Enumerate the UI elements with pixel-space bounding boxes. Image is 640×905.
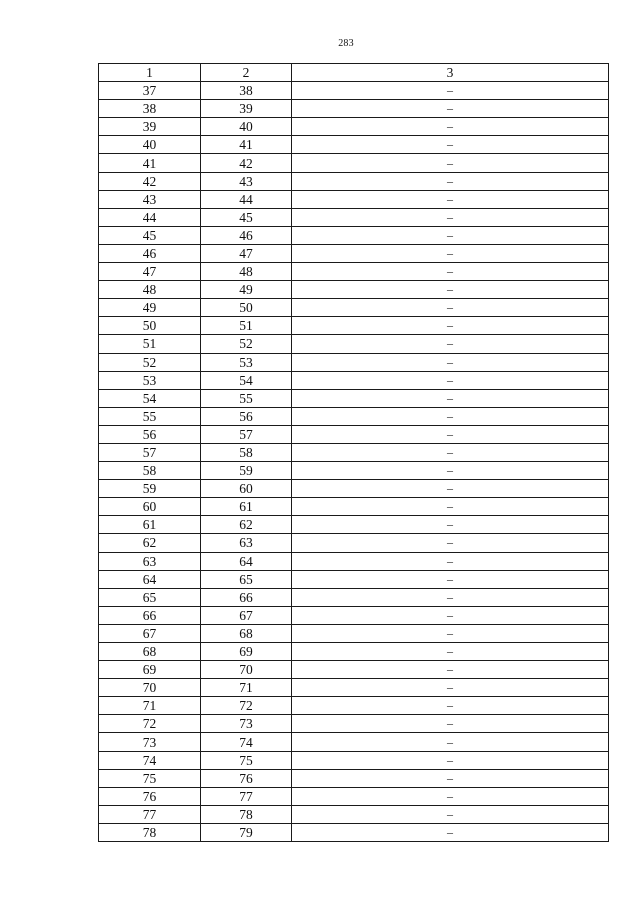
table-cell-col-3: – [292,154,609,172]
table-cell-col-3: – [292,462,609,480]
table-row [99,353,609,371]
table-cell-col-1: 78 [99,823,201,841]
table-header [99,64,609,82]
table-cell-col-3: – [292,516,609,534]
table-cell-col-1: 70 [99,679,201,697]
table-cell-col-2: 62 [201,516,292,534]
table-cell-col-1: 47 [99,263,201,281]
table-cell-col-1: 52 [99,353,201,371]
table-row [99,407,609,425]
table-cell-col-1: 71 [99,697,201,715]
table-cell-col-1: 69 [99,661,201,679]
column-header-3: 3 [292,64,609,82]
table-cell-col-2: 68 [201,624,292,642]
table-row [99,769,609,787]
table-cell-col-1: 43 [99,190,201,208]
table-cell-col-2: 46 [201,226,292,244]
data-table [98,63,609,842]
table-cell-col-2: 51 [201,317,292,335]
table-row [99,100,609,118]
table-cell-col-3: – [292,624,609,642]
column-header-1: 1 [99,64,201,82]
table-cell-col-2: 75 [201,751,292,769]
table-cell-col-3: – [292,661,609,679]
table-row [99,136,609,154]
table-cell-col-3: – [292,679,609,697]
table-cell-col-3: – [292,281,609,299]
table-row [99,389,609,407]
table-cell-col-1: 39 [99,118,201,136]
table-cell-col-3: – [292,172,609,190]
table-cell-col-2: 58 [201,443,292,461]
table-cell-col-2: 44 [201,190,292,208]
table-cell-col-3: – [292,570,609,588]
table-cell-col-3: – [292,443,609,461]
table-cell-col-3: – [292,371,609,389]
table-cell-col-3: – [292,606,609,624]
table-cell-col-3: – [292,299,609,317]
table-row [99,787,609,805]
table-cell-col-3: – [292,136,609,154]
table-row [99,281,609,299]
table-cell-col-1: 62 [99,534,201,552]
table-cell-col-2: 66 [201,588,292,606]
table-cell-col-3: – [292,552,609,570]
table-cell-col-2: 63 [201,534,292,552]
table-cell-col-3: – [292,769,609,787]
table-cell-col-1: 74 [99,751,201,769]
table-cell-col-3: – [292,407,609,425]
table-cell-col-2: 57 [201,425,292,443]
table-cell-col-1: 38 [99,100,201,118]
table-cell-col-1: 77 [99,805,201,823]
table-cell-col-2: 59 [201,462,292,480]
table-row [99,244,609,262]
table-row [99,588,609,606]
table-cell-col-1: 48 [99,281,201,299]
table-cell-col-2: 50 [201,299,292,317]
table-cell-col-1: 50 [99,317,201,335]
table-cell-col-2: 43 [201,172,292,190]
table-row [99,190,609,208]
table-row [99,570,609,588]
table-row [99,335,609,353]
table-cell-col-2: 52 [201,335,292,353]
table-row [99,733,609,751]
table-cell-col-2: 38 [201,82,292,100]
table-row [99,443,609,461]
table-row [99,498,609,516]
table-cell-col-2: 64 [201,552,292,570]
table-cell-col-1: 56 [99,425,201,443]
table-cell-col-1: 46 [99,244,201,262]
table-cell-col-3: – [292,805,609,823]
table-row [99,643,609,661]
table-row [99,606,609,624]
table-row [99,208,609,226]
table-cell-col-1: 64 [99,570,201,588]
table-cell-col-3: – [292,82,609,100]
table-row [99,263,609,281]
table-cell-col-1: 53 [99,371,201,389]
table-cell-col-1: 67 [99,624,201,642]
table-row [99,805,609,823]
table-cell-col-1: 44 [99,208,201,226]
table-cell-col-2: 79 [201,823,292,841]
table-row [99,715,609,733]
table-cell-col-3: – [292,733,609,751]
table-cell-col-3: – [292,100,609,118]
table-cell-col-2: 67 [201,606,292,624]
table-cell-col-1: 68 [99,643,201,661]
table-cell-col-3: – [292,263,609,281]
table-row [99,154,609,172]
table-cell-col-3: – [292,498,609,516]
table-cell-col-3: – [292,751,609,769]
table-row [99,679,609,697]
table-row [99,624,609,642]
table-row [99,317,609,335]
table-row [99,226,609,244]
table-cell-col-3: – [292,353,609,371]
table-cell-col-3: – [292,425,609,443]
table-cell-col-1: 40 [99,136,201,154]
table-cell-col-1: 75 [99,769,201,787]
table-body [99,82,609,842]
table-cell-col-2: 45 [201,208,292,226]
table-cell-col-3: – [292,480,609,498]
table-cell-col-1: 37 [99,82,201,100]
table-cell-col-3: – [292,244,609,262]
column-header-2: 2 [201,64,292,82]
table-cell-col-1: 55 [99,407,201,425]
table-cell-col-2: 77 [201,787,292,805]
table-cell-col-2: 49 [201,281,292,299]
table-row [99,299,609,317]
table-cell-col-3: – [292,588,609,606]
table-cell-col-3: – [292,317,609,335]
table-cell-col-3: – [292,208,609,226]
table-cell-col-2: 73 [201,715,292,733]
table-cell-col-3: – [292,534,609,552]
table-header-row [99,64,609,82]
table-cell-col-2: 39 [201,100,292,118]
table-cell-col-3: – [292,823,609,841]
table-cell-col-3: – [292,226,609,244]
table-cell-col-3: – [292,787,609,805]
table-cell-col-1: 66 [99,606,201,624]
table-cell-col-2: 71 [201,679,292,697]
table-row [99,751,609,769]
table-cell-col-3: – [292,643,609,661]
table-cell-col-1: 61 [99,516,201,534]
table-cell-col-2: 56 [201,407,292,425]
table-row [99,661,609,679]
table-cell-col-2: 74 [201,733,292,751]
table-cell-col-1: 41 [99,154,201,172]
table-cell-col-2: 48 [201,263,292,281]
table-cell-col-2: 65 [201,570,292,588]
table-cell-col-3: – [292,715,609,733]
table-cell-col-3: – [292,190,609,208]
table-cell-col-1: 76 [99,787,201,805]
table-cell-col-1: 73 [99,733,201,751]
table-cell-col-2: 70 [201,661,292,679]
table-cell-col-1: 57 [99,443,201,461]
table-cell-col-2: 69 [201,643,292,661]
table-row [99,480,609,498]
table-row [99,82,609,100]
table-cell-col-2: 47 [201,244,292,262]
table-cell-col-2: 61 [201,498,292,516]
table-cell-col-1: 58 [99,462,201,480]
table-cell-col-2: 60 [201,480,292,498]
page-number: 283 [338,38,354,49]
table-cell-col-2: 78 [201,805,292,823]
table-row [99,552,609,570]
table-row [99,371,609,389]
table-row [99,172,609,190]
table-cell-col-2: 42 [201,154,292,172]
table-cell-col-1: 49 [99,299,201,317]
table-cell-col-2: 41 [201,136,292,154]
table-row [99,118,609,136]
table-cell-col-1: 72 [99,715,201,733]
table-cell-col-3: – [292,389,609,407]
table-cell-col-1: 51 [99,335,201,353]
table-cell-col-2: 54 [201,371,292,389]
table-row [99,462,609,480]
table-cell-col-2: 72 [201,697,292,715]
table-row [99,823,609,841]
table-cell-col-2: 55 [201,389,292,407]
table-row [99,697,609,715]
table-cell-col-1: 42 [99,172,201,190]
table-row [99,534,609,552]
table-cell-col-1: 65 [99,588,201,606]
table-cell-col-1: 63 [99,552,201,570]
table-cell-col-2: 40 [201,118,292,136]
table-cell-col-2: 53 [201,353,292,371]
table-cell-col-3: – [292,335,609,353]
table-cell-col-1: 54 [99,389,201,407]
table-cell-col-2: 76 [201,769,292,787]
table-cell-col-1: 60 [99,498,201,516]
table-cell-col-3: – [292,118,609,136]
table-cell-col-1: 59 [99,480,201,498]
table-row [99,516,609,534]
table-cell-col-3: – [292,697,609,715]
table-row [99,425,609,443]
table-cell-col-1: 45 [99,226,201,244]
